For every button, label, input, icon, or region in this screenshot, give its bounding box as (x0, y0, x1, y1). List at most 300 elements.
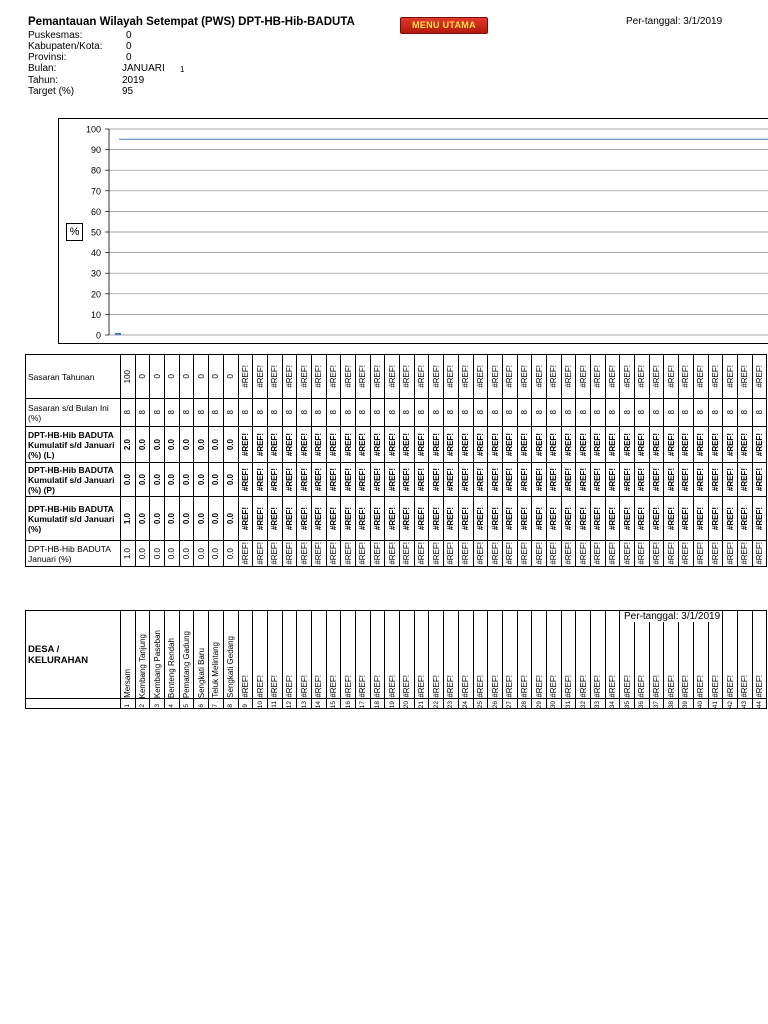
village-name: #REF! (299, 675, 309, 698)
cell-value: #REF! (608, 432, 618, 457)
cell-value: #REF! (534, 467, 544, 492)
table-cell (517, 355, 532, 399)
village-name: #REF! (652, 675, 662, 698)
cell-value: #REF! (622, 506, 632, 531)
village-name: #REF! (343, 675, 353, 698)
cell-value: #REF! (431, 432, 441, 457)
village-name-cell (488, 611, 503, 699)
village-name: #REF! (637, 675, 647, 698)
table-cell (591, 355, 606, 399)
table-cell (649, 427, 664, 463)
cell-value: #REF! (358, 542, 368, 565)
cell-value: #REF! (417, 506, 427, 531)
village-name: #REF! (446, 675, 456, 698)
village-name-cell (591, 611, 606, 699)
table-cell (135, 541, 150, 567)
village-name-cell (282, 611, 297, 699)
table-cell (238, 355, 253, 399)
table-cell (502, 355, 517, 399)
village-name: #REF! (461, 675, 471, 698)
cell-value: #REF! (328, 432, 338, 457)
cell-value: #REF! (563, 432, 573, 457)
table-cell (605, 497, 620, 541)
table-cell (591, 541, 606, 567)
table-cell (297, 497, 312, 541)
cell-value: #REF! (446, 506, 456, 531)
village-name: #REF! (270, 675, 280, 698)
cell-value: 8 (402, 410, 412, 415)
village-number: 4 (168, 704, 176, 708)
table-cell (326, 541, 341, 567)
cell-value: #REF! (608, 467, 618, 492)
cell-value: 0 (182, 374, 192, 379)
table-cell (311, 427, 326, 463)
cell-value: #REF! (534, 365, 544, 388)
cell-value: #REF! (328, 506, 338, 531)
cell-value: #REF! (549, 506, 559, 531)
table-cell (282, 497, 297, 541)
village-number: 13 (300, 700, 308, 708)
table-cell (752, 541, 767, 567)
cell-value: #REF! (725, 467, 735, 492)
table-cell (429, 463, 444, 497)
village-name: Pematang Gadung (182, 630, 192, 698)
cell-value: #REF! (593, 467, 603, 492)
cell-value: #REF! (461, 542, 471, 565)
cell-value: #REF! (505, 506, 515, 531)
cell-value: 1.0 (123, 512, 133, 525)
village-number: 2 (139, 704, 147, 708)
village-number-cell (326, 699, 341, 709)
table-cell (414, 355, 429, 399)
cell-value: #REF! (696, 542, 706, 565)
table-cell (414, 541, 429, 567)
chart-area (58, 118, 768, 344)
village-number-cell (150, 699, 165, 709)
table-cell (649, 463, 664, 497)
table-cell (605, 399, 620, 427)
cell-value: #REF! (563, 542, 573, 565)
table-cell (135, 497, 150, 541)
cell-value: #REF! (549, 542, 559, 565)
cell-value: 8 (387, 410, 397, 415)
table-cell (502, 541, 517, 567)
cell-value: 8 (475, 410, 485, 415)
cell-value: #REF! (431, 542, 441, 565)
village-header-row (26, 611, 767, 699)
table-cell (546, 463, 561, 497)
table-cell (473, 355, 488, 399)
cell-value: #REF! (358, 432, 368, 457)
village-name: Sengkati Gedang (226, 636, 236, 698)
cell-value: 8 (593, 410, 603, 415)
table-cell (267, 497, 282, 541)
table-cell (502, 463, 517, 497)
cell-value: #REF! (696, 432, 706, 457)
village-name-cell (311, 611, 326, 699)
table-cell (737, 355, 752, 399)
table-cell (532, 541, 547, 567)
table-cell (135, 399, 150, 427)
table-cell (282, 427, 297, 463)
cell-value: #REF! (549, 467, 559, 492)
y-tick-label: 60 (90, 206, 101, 217)
table-cell (238, 541, 253, 567)
cell-value: #REF! (417, 467, 427, 492)
cell-value: 0.0 (152, 512, 162, 525)
cell-value: #REF! (740, 542, 750, 565)
cell-value: #REF! (637, 506, 647, 531)
cell-value: #REF! (652, 467, 662, 492)
table-cell (546, 541, 561, 567)
table-cell (282, 399, 297, 427)
table-cell (385, 355, 400, 399)
table-cell (546, 497, 561, 541)
village-number: 38 (667, 700, 675, 708)
village-name-cell (561, 611, 576, 699)
table-cell (121, 497, 136, 541)
table-cell (561, 427, 576, 463)
cell-value: #REF! (299, 365, 309, 388)
village-number-cell (121, 699, 136, 709)
table-cell (737, 463, 752, 497)
village-name-cell (605, 611, 620, 699)
table-cell (297, 399, 312, 427)
table-cell (165, 355, 180, 399)
table-cell (576, 355, 591, 399)
table-cell (282, 355, 297, 399)
village-name: Mersam (123, 669, 133, 698)
cell-value: 0.0 (167, 547, 177, 560)
table-cell (326, 399, 341, 427)
table-cell (223, 541, 238, 567)
cell-value: 8 (725, 410, 735, 415)
cell-value: #REF! (387, 365, 397, 388)
cell-value: #REF! (710, 467, 720, 492)
table-cell (473, 399, 488, 427)
cell-value: #REF! (402, 506, 412, 531)
table-cell (605, 541, 620, 567)
cell-value: 100 (123, 369, 133, 384)
cell-value: #REF! (681, 506, 691, 531)
summary-table (25, 354, 767, 567)
table-cell (664, 427, 679, 463)
table-cell (561, 463, 576, 497)
village-number-cell (561, 699, 576, 709)
table-cell (121, 463, 136, 497)
table-cell (635, 427, 650, 463)
cell-value: #REF! (725, 506, 735, 531)
village-name: Kembang Tanjung (138, 633, 148, 698)
table-cell (458, 427, 473, 463)
cell-value: #REF! (681, 467, 691, 492)
cell-value: #REF! (475, 506, 485, 531)
village-number: 18 (374, 700, 382, 708)
cell-value: #REF! (578, 365, 588, 388)
cell-value: 0.0 (138, 547, 148, 560)
cell-value: 8 (696, 410, 706, 415)
table-cell (723, 427, 738, 463)
cell-value: #REF! (284, 506, 294, 531)
cell-value: #REF! (402, 542, 412, 565)
table-row (26, 541, 767, 567)
village-name: #REF! (505, 675, 515, 698)
table-cell (414, 427, 429, 463)
village-number-cell (532, 699, 547, 709)
village-name-cell (297, 611, 312, 699)
table-cell (444, 463, 459, 497)
table-cell (326, 463, 341, 497)
table-row (26, 463, 767, 497)
cell-value: #REF! (284, 365, 294, 388)
cell-value: #REF! (490, 467, 500, 492)
cell-value: #REF! (270, 542, 280, 565)
cell-value: 0.0 (211, 438, 221, 451)
row-label: DPT-HB-Hib BADUTA Kumulatif s/d Januari (%) (L) (26, 427, 121, 463)
cell-value: #REF! (754, 467, 764, 492)
village-name-cell (209, 611, 224, 699)
village-name-cell (414, 611, 429, 699)
table-cell (649, 497, 664, 541)
village-name-cell (546, 611, 561, 699)
table-cell (194, 497, 209, 541)
village-number: 39 (682, 700, 690, 708)
village-name: #REF! (681, 675, 691, 698)
table-cell (341, 355, 356, 399)
village-name: #REF! (549, 675, 559, 698)
table-cell (664, 541, 679, 567)
cell-value: #REF! (358, 467, 368, 492)
village-number-cell (502, 699, 517, 709)
cell-value: 2.0 (123, 438, 133, 451)
cell-value: #REF! (563, 506, 573, 531)
cell-value: #REF! (373, 542, 383, 565)
village-name-cell (532, 611, 547, 699)
cell-value: #REF! (563, 365, 573, 388)
table-cell (517, 497, 532, 541)
table-cell (179, 463, 194, 497)
table-cell (561, 541, 576, 567)
village-number-cell (282, 699, 297, 709)
cell-value: 8 (563, 410, 573, 415)
cell-value: #REF! (622, 365, 632, 388)
village-name-cell (370, 611, 385, 699)
cell-value: #REF! (240, 365, 250, 388)
cell-value: #REF! (505, 542, 515, 565)
table-cell (194, 427, 209, 463)
village-name: Teluk Melintang (211, 642, 221, 698)
village-number: 41 (711, 700, 719, 708)
village-number-cell (165, 699, 180, 709)
table-cell (121, 399, 136, 427)
meta-value: 0 (126, 52, 132, 63)
village-number-cell (356, 699, 371, 709)
table-cell (532, 355, 547, 399)
table-cell (635, 497, 650, 541)
table-cell (209, 463, 224, 497)
cell-value: #REF! (240, 506, 250, 531)
village-number: 30 (550, 700, 558, 708)
cell-value: #REF! (240, 432, 250, 457)
cell-value: #REF! (255, 365, 265, 388)
cell-value: 8 (373, 410, 383, 415)
table-cell (282, 463, 297, 497)
table-cell (620, 463, 635, 497)
table-cell (444, 497, 459, 541)
cell-value: #REF! (240, 542, 250, 565)
table-cell (209, 541, 224, 567)
table-cell (723, 541, 738, 567)
village-name-cell (458, 611, 473, 699)
cell-value: #REF! (475, 542, 485, 565)
village-number: 36 (638, 700, 646, 708)
cell-value: #REF! (387, 506, 397, 531)
row-label: DPT-HB-Hib BADUTA Kumulatif s/d Januari (%) (26, 497, 121, 541)
village-name-cell (649, 611, 664, 699)
table-cell (238, 463, 253, 497)
table-cell (223, 355, 238, 399)
village-name: Benteng Rendah (167, 637, 177, 698)
table-cell (150, 399, 165, 427)
village-name-cell (267, 611, 282, 699)
cell-value: #REF! (314, 506, 324, 531)
y-tick-label: 30 (90, 268, 101, 279)
cell-value: #REF! (328, 467, 338, 492)
table-cell (679, 399, 694, 427)
village-name: #REF! (373, 675, 383, 698)
y-tick-label: 0 (95, 330, 101, 341)
cell-value: 0.0 (152, 438, 162, 451)
cell-value: #REF! (593, 365, 603, 388)
village-name: #REF! (519, 675, 529, 698)
table-cell (238, 399, 253, 427)
table-cell (620, 355, 635, 399)
table-cell (165, 541, 180, 567)
table-cell (150, 541, 165, 567)
table-cell (488, 427, 503, 463)
table-cell (194, 541, 209, 567)
village-name: #REF! (431, 675, 441, 698)
village-name: #REF! (475, 675, 485, 698)
village-number: 24 (462, 700, 470, 708)
table-cell (267, 541, 282, 567)
y-tick-label: 10 (90, 309, 101, 320)
cell-value: 8 (299, 410, 309, 415)
village-name-cell (723, 611, 738, 699)
table-cell (664, 463, 679, 497)
row-label: Sasaran Tahunan (26, 355, 121, 399)
table-cell (400, 463, 415, 497)
table-cell (664, 399, 679, 427)
cell-value: 0.0 (211, 547, 221, 560)
cell-value: 8 (431, 410, 441, 415)
village-number: 3 (153, 704, 161, 708)
table-cell (737, 541, 752, 567)
menu-utama-button[interactable]: MENU UTAMA (400, 17, 488, 34)
cell-value: 8 (637, 410, 647, 415)
table-cell (135, 427, 150, 463)
table-cell (282, 541, 297, 567)
village-name-cell (150, 611, 165, 699)
cell-value: #REF! (461, 365, 471, 388)
table-cell (605, 355, 620, 399)
table-cell (400, 427, 415, 463)
village-number: 20 (403, 700, 411, 708)
table-cell (546, 427, 561, 463)
table-cell (150, 355, 165, 399)
village-name-cell (326, 611, 341, 699)
table-cell (179, 497, 194, 541)
month-number: 1 (180, 65, 185, 74)
table-cell (576, 427, 591, 463)
table-cell (517, 463, 532, 497)
cell-value: #REF! (461, 467, 471, 492)
cell-value: #REF! (652, 542, 662, 565)
table-cell (341, 497, 356, 541)
village-name: #REF! (608, 675, 618, 698)
meta-label: Target (%) (28, 86, 75, 97)
meta-label: Bulan: (28, 63, 57, 74)
y-tick-label: 20 (90, 289, 101, 300)
table-cell (502, 427, 517, 463)
village-name: #REF! (358, 675, 368, 698)
cell-value: #REF! (608, 542, 618, 565)
table-cell (737, 497, 752, 541)
cell-value: #REF! (593, 506, 603, 531)
village-number-cell (429, 699, 444, 709)
table-row (26, 399, 767, 427)
village-number: 31 (564, 700, 572, 708)
village-number-cell (605, 699, 620, 709)
table-cell (356, 541, 371, 567)
village-name: #REF! (255, 675, 265, 698)
table-cell (532, 463, 547, 497)
cell-value: #REF! (490, 542, 500, 565)
cell-value: 8 (182, 410, 192, 415)
cell-value: #REF! (754, 432, 764, 457)
table-cell (370, 497, 385, 541)
village-name: #REF! (314, 675, 324, 698)
y-tick-label: 90 (90, 145, 101, 156)
village-name: #REF! (593, 675, 603, 698)
village-number: 28 (520, 700, 528, 708)
village-number: 1 (124, 704, 132, 708)
cell-value: #REF! (578, 542, 588, 565)
table-cell (752, 399, 767, 427)
bar (115, 333, 121, 335)
table-cell (488, 541, 503, 567)
table-cell (693, 497, 708, 541)
table-cell (635, 399, 650, 427)
table-cell (473, 541, 488, 567)
cell-value: #REF! (696, 467, 706, 492)
village-number-cell (591, 699, 606, 709)
table-cell (444, 427, 459, 463)
cell-value: #REF! (343, 506, 353, 531)
table-cell (620, 497, 635, 541)
table-cell (679, 427, 694, 463)
table-cell (385, 463, 400, 497)
table-cell (561, 355, 576, 399)
village-name-cell (664, 611, 679, 699)
cell-value: #REF! (637, 467, 647, 492)
cell-value: #REF! (431, 365, 441, 388)
village-number-cell (752, 699, 767, 709)
cell-value: #REF! (461, 432, 471, 457)
cell-value: #REF! (696, 365, 706, 388)
village-number-cell (223, 699, 238, 709)
table-cell (326, 355, 341, 399)
